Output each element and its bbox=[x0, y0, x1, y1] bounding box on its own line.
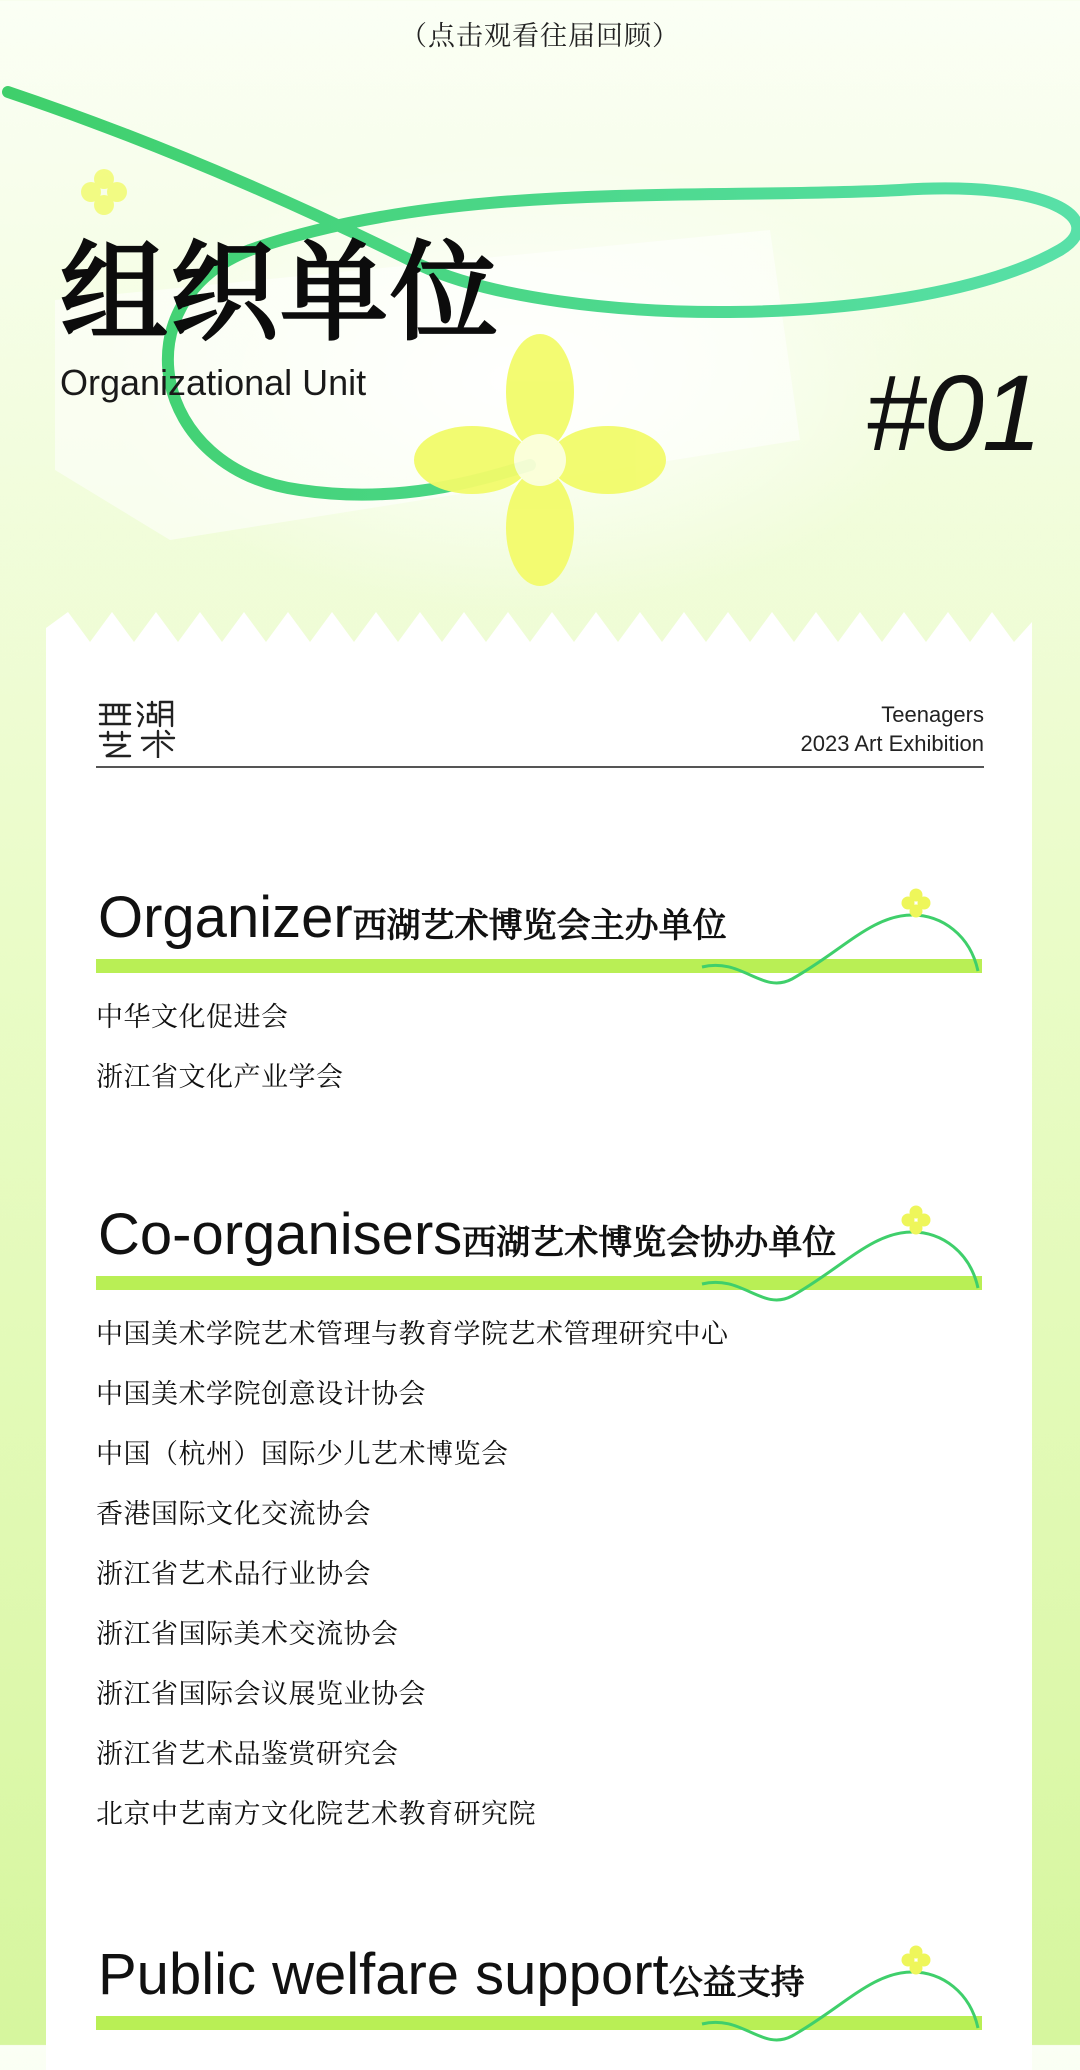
list-item: 中华文化促进会 bbox=[96, 1002, 289, 1033]
section-public-welfare-support bbox=[96, 1920, 982, 2030]
section-title bbox=[98, 885, 727, 950]
replay-link[interactable]: （点击观看往届回顾） bbox=[400, 21, 680, 52]
section-title-en: Co-organisers bbox=[98, 1202, 463, 1267]
section-title-en: Organizer bbox=[98, 885, 353, 950]
list-item: 浙江省国际会议展览业协会 bbox=[96, 1679, 426, 1710]
section-header bbox=[96, 1180, 982, 1290]
list-item: 中国（杭州）国际少儿艺术博览会 bbox=[96, 1439, 509, 1470]
wave-icon bbox=[702, 895, 982, 985]
section-title-cn: 西湖艺术博览会主办单位 bbox=[352, 906, 727, 946]
section-title-cn: 西湖艺术博览会协办单位 bbox=[462, 1223, 837, 1263]
zigzag-edge bbox=[46, 612, 1032, 652]
content-card bbox=[46, 650, 1032, 2070]
flower-icon bbox=[902, 1946, 931, 1975]
list-item: 香港国际文化交流协会 bbox=[96, 1499, 371, 1530]
list-item: 浙江省文化产业学会 bbox=[96, 1062, 344, 1093]
xihu-art-logo bbox=[96, 700, 176, 758]
co-organiser-list bbox=[96, 1320, 982, 1830]
flower-icon bbox=[902, 889, 931, 918]
organizer-list bbox=[96, 1003, 982, 1093]
section-number: #01 bbox=[865, 352, 1040, 473]
section-header bbox=[96, 1920, 982, 2030]
section-title bbox=[98, 1202, 837, 1267]
flower-icon bbox=[81, 169, 127, 215]
list-item: 中国美术学院创意设计协会 bbox=[96, 1379, 426, 1410]
page-title: 组织单位 bbox=[60, 231, 501, 356]
section-title-cn: 公益支持 bbox=[668, 1963, 805, 2003]
list-item: 浙江省艺术品行业协会 bbox=[96, 1559, 371, 1590]
exhibition-brand bbox=[801, 700, 984, 758]
brand-line-1: Teenagers bbox=[881, 702, 984, 727]
section-header bbox=[96, 863, 982, 973]
section-title-en: Public welfare support bbox=[98, 1942, 669, 2007]
list-item: 北京中艺南方文化院艺术教育研究院 bbox=[96, 1799, 536, 1830]
list-item: 中国美术学院艺术管理与教育学院艺术管理研究中心 bbox=[96, 1319, 729, 1350]
page-subtitle: Organizational Unit bbox=[60, 362, 367, 403]
section-co-organisers bbox=[96, 1180, 982, 1830]
list-item: 浙江省艺术品鉴赏研究会 bbox=[96, 1739, 399, 1770]
divider bbox=[96, 766, 984, 768]
section-title bbox=[98, 1942, 805, 2007]
brand-line-2: 2023 Art Exhibition bbox=[800, 731, 984, 756]
section-organizer bbox=[96, 863, 982, 1093]
list-item: 浙江省国际美术交流协会 bbox=[96, 1619, 399, 1650]
flower-icon bbox=[902, 1206, 931, 1235]
